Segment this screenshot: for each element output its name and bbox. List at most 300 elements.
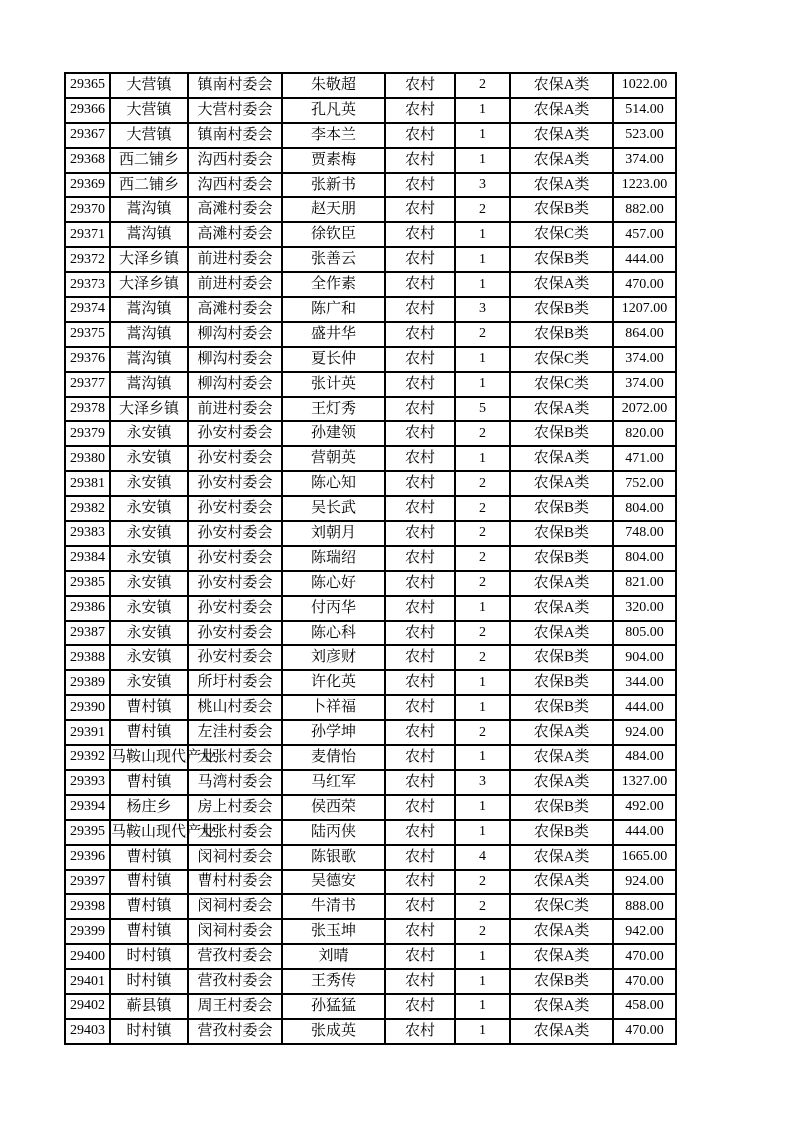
- cell-town: 蒿沟镇: [110, 372, 188, 397]
- cell-village-committee: 柳沟村委会: [188, 347, 282, 372]
- cell-town: 曹村镇: [110, 695, 188, 720]
- cell-name: 贾素梅: [282, 148, 385, 173]
- cell-record-no: 29368: [65, 148, 110, 173]
- cell-town: 蒿沟镇: [110, 297, 188, 322]
- cell-insurance-class: 农保A类: [510, 845, 613, 870]
- cell-name: 侯西荣: [282, 795, 385, 820]
- cell-record-no: 29375: [65, 322, 110, 347]
- cell-category: 农村: [385, 820, 455, 845]
- table-row: [65, 621, 676, 646]
- cell-insurance-class: 农保B类: [510, 645, 613, 670]
- cell-name: 王秀传: [282, 969, 385, 994]
- cell-village-committee: 孙安村委会: [188, 645, 282, 670]
- cell-insurance-class: 农保B类: [510, 521, 613, 546]
- cell-category: 农村: [385, 421, 455, 446]
- cell-insurance-class: 农保B类: [510, 297, 613, 322]
- cell-town: 蕲县镇: [110, 994, 188, 1019]
- cell-person-count: 2: [455, 471, 510, 496]
- cell-amount: 457.00: [613, 222, 676, 247]
- cell-village-committee: 高滩村委会: [188, 197, 282, 222]
- table-row: [65, 919, 676, 944]
- cell-amount: 523.00: [613, 123, 676, 148]
- cell-village-committee: 大张村委会: [188, 820, 282, 845]
- cell-amount: 2072.00: [613, 397, 676, 422]
- cell-record-no: 29395: [65, 820, 110, 845]
- cell-amount: 924.00: [613, 720, 676, 745]
- cell-village-committee: 柳沟村委会: [188, 322, 282, 347]
- cell-category: 农村: [385, 148, 455, 173]
- table-row: [65, 969, 676, 994]
- cell-village-committee: 房上村委会: [188, 795, 282, 820]
- cell-insurance-class: 农保A类: [510, 745, 613, 770]
- cell-category: 农村: [385, 845, 455, 870]
- table-row: [65, 770, 676, 795]
- table-body: [65, 73, 676, 1044]
- cell-person-count: 1: [455, 670, 510, 695]
- cell-amount: 888.00: [613, 894, 676, 919]
- cell-amount: 484.00: [613, 745, 676, 770]
- cell-record-no: 29377: [65, 372, 110, 397]
- cell-category: 农村: [385, 222, 455, 247]
- table-row: [65, 546, 676, 571]
- cell-amount: 1665.00: [613, 845, 676, 870]
- cell-record-no: 29388: [65, 645, 110, 670]
- cell-amount: 492.00: [613, 795, 676, 820]
- cell-name: 吴长武: [282, 496, 385, 521]
- table-row: [65, 272, 676, 297]
- cell-category: 农村: [385, 645, 455, 670]
- cell-person-count: 2: [455, 919, 510, 944]
- cell-person-count: 1: [455, 944, 510, 969]
- cell-amount: 374.00: [613, 148, 676, 173]
- cell-record-no: 29396: [65, 845, 110, 870]
- cell-category: 农村: [385, 795, 455, 820]
- cell-insurance-class: 农保C类: [510, 222, 613, 247]
- cell-name: 刘彦财: [282, 645, 385, 670]
- cell-insurance-class: 农保A类: [510, 471, 613, 496]
- cell-record-no: 29379: [65, 421, 110, 446]
- cell-town: 西二铺乡: [110, 148, 188, 173]
- table-row: [65, 98, 676, 123]
- table-row: [65, 247, 676, 272]
- cell-record-no: 29402: [65, 994, 110, 1019]
- rural-insurance-roster-table: [64, 72, 677, 1045]
- cell-amount: 904.00: [613, 645, 676, 670]
- cell-record-no: 29376: [65, 347, 110, 372]
- cell-insurance-class: 农保A类: [510, 994, 613, 1019]
- cell-amount: 470.00: [613, 272, 676, 297]
- cell-amount: 748.00: [613, 521, 676, 546]
- cell-insurance-class: 农保A类: [510, 596, 613, 621]
- table-row: [65, 322, 676, 347]
- cell-village-committee: 营孜村委会: [188, 944, 282, 969]
- cell-category: 农村: [385, 496, 455, 521]
- cell-record-no: 29370: [65, 197, 110, 222]
- cell-name: 盛井华: [282, 322, 385, 347]
- cell-category: 农村: [385, 994, 455, 1019]
- cell-record-no: 29386: [65, 596, 110, 621]
- cell-record-no: 29382: [65, 496, 110, 521]
- cell-person-count: 2: [455, 621, 510, 646]
- cell-village-committee: 左洼村委会: [188, 720, 282, 745]
- cell-insurance-class: 农保B类: [510, 820, 613, 845]
- cell-insurance-class: 农保B类: [510, 795, 613, 820]
- cell-name: 陈心知: [282, 471, 385, 496]
- cell-category: 农村: [385, 247, 455, 272]
- cell-town: 蒿沟镇: [110, 322, 188, 347]
- cell-insurance-class: 农保A类: [510, 397, 613, 422]
- cell-name: 陆丙侠: [282, 820, 385, 845]
- cell-category: 农村: [385, 596, 455, 621]
- cell-category: 农村: [385, 1019, 455, 1044]
- cell-insurance-class: 农保A类: [510, 446, 613, 471]
- table-row: [65, 73, 676, 98]
- cell-town: 曹村镇: [110, 845, 188, 870]
- cell-village-committee: 营孜村委会: [188, 969, 282, 994]
- cell-person-count: 1: [455, 820, 510, 845]
- cell-village-committee: 曹村村委会: [188, 870, 282, 895]
- cell-town: 永安镇: [110, 546, 188, 571]
- cell-name: 卜祥福: [282, 695, 385, 720]
- cell-record-no: 29399: [65, 919, 110, 944]
- cell-name: 陈心科: [282, 621, 385, 646]
- cell-village-committee: 孙安村委会: [188, 446, 282, 471]
- cell-category: 农村: [385, 720, 455, 745]
- table-row: [65, 421, 676, 446]
- cell-person-count: 2: [455, 521, 510, 546]
- cell-town: 曹村镇: [110, 720, 188, 745]
- cell-category: 农村: [385, 272, 455, 297]
- cell-amount: 1207.00: [613, 297, 676, 322]
- cell-record-no: 29372: [65, 247, 110, 272]
- cell-town: 大泽乡镇: [110, 247, 188, 272]
- table-row: [65, 795, 676, 820]
- cell-town: 时村镇: [110, 969, 188, 994]
- table-row: [65, 645, 676, 670]
- table-row: [65, 148, 676, 173]
- cell-insurance-class: 农保A类: [510, 919, 613, 944]
- cell-town: 蒿沟镇: [110, 347, 188, 372]
- cell-category: 农村: [385, 546, 455, 571]
- cell-name: 付丙华: [282, 596, 385, 621]
- cell-insurance-class: 农保B类: [510, 421, 613, 446]
- cell-insurance-class: 农保B类: [510, 322, 613, 347]
- cell-amount: 470.00: [613, 969, 676, 994]
- cell-name: 营朝英: [282, 446, 385, 471]
- cell-amount: 1327.00: [613, 770, 676, 795]
- cell-record-no: 29397: [65, 870, 110, 895]
- cell-name: 张善云: [282, 247, 385, 272]
- table-row: [65, 297, 676, 322]
- cell-amount: 820.00: [613, 421, 676, 446]
- cell-town: 马鞍山现代产业: [110, 820, 188, 845]
- table-row: [65, 944, 676, 969]
- cell-insurance-class: 农保A类: [510, 123, 613, 148]
- cell-person-count: 1: [455, 372, 510, 397]
- cell-person-count: 3: [455, 770, 510, 795]
- cell-village-committee: 高滩村委会: [188, 297, 282, 322]
- cell-insurance-class: 农保B类: [510, 496, 613, 521]
- cell-person-count: 1: [455, 596, 510, 621]
- cell-village-committee: 孙安村委会: [188, 596, 282, 621]
- cell-category: 农村: [385, 471, 455, 496]
- cell-record-no: 29385: [65, 571, 110, 596]
- table-row: [65, 347, 676, 372]
- cell-name: 赵天朋: [282, 197, 385, 222]
- cell-insurance-class: 农保C类: [510, 372, 613, 397]
- cell-town: 西二铺乡: [110, 173, 188, 198]
- cell-category: 农村: [385, 695, 455, 720]
- cell-village-committee: 营孜村委会: [188, 1019, 282, 1044]
- cell-village-committee: 所圩村委会: [188, 670, 282, 695]
- cell-village-committee: 大营村委会: [188, 98, 282, 123]
- cell-person-count: 3: [455, 297, 510, 322]
- cell-record-no: 29390: [65, 695, 110, 720]
- cell-amount: 1223.00: [613, 173, 676, 198]
- cell-insurance-class: 农保A类: [510, 870, 613, 895]
- cell-name: 孙猛猛: [282, 994, 385, 1019]
- cell-insurance-class: 农保A类: [510, 944, 613, 969]
- cell-name: 刘晴: [282, 944, 385, 969]
- cell-amount: 444.00: [613, 247, 676, 272]
- cell-amount: 374.00: [613, 347, 676, 372]
- cell-person-count: 1: [455, 446, 510, 471]
- cell-person-count: 2: [455, 571, 510, 596]
- cell-amount: 470.00: [613, 1019, 676, 1044]
- table-row: [65, 471, 676, 496]
- cell-amount: 374.00: [613, 372, 676, 397]
- cell-amount: 805.00: [613, 621, 676, 646]
- table-row: [65, 670, 676, 695]
- cell-insurance-class: 农保A类: [510, 621, 613, 646]
- cell-village-committee: 前进村委会: [188, 272, 282, 297]
- cell-category: 农村: [385, 98, 455, 123]
- cell-town: 永安镇: [110, 670, 188, 695]
- cell-amount: 821.00: [613, 571, 676, 596]
- cell-record-no: 29393: [65, 770, 110, 795]
- cell-record-no: 29398: [65, 894, 110, 919]
- cell-record-no: 29369: [65, 173, 110, 198]
- cell-village-committee: 孙安村委会: [188, 546, 282, 571]
- cell-amount: 458.00: [613, 994, 676, 1019]
- cell-name: 徐钦臣: [282, 222, 385, 247]
- cell-village-committee: 镇南村委会: [188, 123, 282, 148]
- cell-insurance-class: 农保C类: [510, 347, 613, 372]
- cell-category: 农村: [385, 571, 455, 596]
- cell-town: 永安镇: [110, 521, 188, 546]
- cell-name: 张成英: [282, 1019, 385, 1044]
- cell-record-no: 29391: [65, 720, 110, 745]
- cell-person-count: 2: [455, 73, 510, 98]
- cell-name: 张新书: [282, 173, 385, 198]
- cell-record-no: 29400: [65, 944, 110, 969]
- cell-village-committee: 大张村委会: [188, 745, 282, 770]
- cell-town: 永安镇: [110, 621, 188, 646]
- cell-town: 大泽乡镇: [110, 272, 188, 297]
- cell-name: 陈心好: [282, 571, 385, 596]
- cell-person-count: 1: [455, 98, 510, 123]
- cell-village-committee: 孙安村委会: [188, 496, 282, 521]
- cell-town: 永安镇: [110, 421, 188, 446]
- cell-category: 农村: [385, 372, 455, 397]
- cell-village-committee: 桃山村委会: [188, 695, 282, 720]
- cell-town: 蒿沟镇: [110, 222, 188, 247]
- cell-person-count: 1: [455, 745, 510, 770]
- cell-name: 朱敬超: [282, 73, 385, 98]
- cell-amount: 882.00: [613, 197, 676, 222]
- cell-record-no: 29389: [65, 670, 110, 695]
- cell-amount: 320.00: [613, 596, 676, 621]
- cell-name: 全作素: [282, 272, 385, 297]
- cell-village-committee: 前进村委会: [188, 397, 282, 422]
- cell-village-committee: 闵祠村委会: [188, 919, 282, 944]
- cell-name: 张玉坤: [282, 919, 385, 944]
- table-row: [65, 994, 676, 1019]
- cell-name: 夏长仲: [282, 347, 385, 372]
- table-row: [65, 397, 676, 422]
- cell-insurance-class: 农保B类: [510, 670, 613, 695]
- cell-village-committee: 沟西村委会: [188, 148, 282, 173]
- cell-town: 时村镇: [110, 944, 188, 969]
- cell-village-committee: 柳沟村委会: [188, 372, 282, 397]
- cell-person-count: 1: [455, 1019, 510, 1044]
- cell-insurance-class: 农保B类: [510, 969, 613, 994]
- cell-name: 陈广和: [282, 297, 385, 322]
- cell-village-committee: 孙安村委会: [188, 571, 282, 596]
- cell-person-count: 1: [455, 795, 510, 820]
- cell-record-no: 29380: [65, 446, 110, 471]
- cell-town: 蒿沟镇: [110, 197, 188, 222]
- table-row: [65, 123, 676, 148]
- cell-record-no: 29394: [65, 795, 110, 820]
- cell-village-committee: 高滩村委会: [188, 222, 282, 247]
- cell-town: 永安镇: [110, 645, 188, 670]
- table-row: [65, 222, 676, 247]
- cell-amount: 804.00: [613, 496, 676, 521]
- cell-person-count: 1: [455, 994, 510, 1019]
- table-row: [65, 496, 676, 521]
- cell-record-no: 29365: [65, 73, 110, 98]
- cell-name: 牛清书: [282, 894, 385, 919]
- table-row: [65, 845, 676, 870]
- cell-person-count: 1: [455, 272, 510, 297]
- cell-insurance-class: 农保B类: [510, 197, 613, 222]
- cell-village-committee: 孙安村委会: [188, 621, 282, 646]
- cell-person-count: 2: [455, 546, 510, 571]
- cell-name: 许化英: [282, 670, 385, 695]
- cell-amount: 804.00: [613, 546, 676, 571]
- cell-village-committee: 前进村委会: [188, 247, 282, 272]
- cell-village-committee: 孙安村委会: [188, 421, 282, 446]
- cell-person-count: 2: [455, 496, 510, 521]
- table-row: [65, 745, 676, 770]
- cell-name: 孙学坤: [282, 720, 385, 745]
- cell-town: 大营镇: [110, 73, 188, 98]
- cell-amount: 924.00: [613, 870, 676, 895]
- cell-village-committee: 闵祠村委会: [188, 845, 282, 870]
- cell-person-count: 2: [455, 645, 510, 670]
- cell-amount: 444.00: [613, 820, 676, 845]
- cell-category: 农村: [385, 770, 455, 795]
- cell-record-no: 29374: [65, 297, 110, 322]
- cell-record-no: 29381: [65, 471, 110, 496]
- cell-name: 马红军: [282, 770, 385, 795]
- cell-amount: 471.00: [613, 446, 676, 471]
- cell-category: 农村: [385, 297, 455, 322]
- cell-insurance-class: 农保A类: [510, 73, 613, 98]
- cell-amount: 470.00: [613, 944, 676, 969]
- cell-town: 曹村镇: [110, 894, 188, 919]
- cell-record-no: 29373: [65, 272, 110, 297]
- cell-insurance-class: 农保A类: [510, 720, 613, 745]
- cell-record-no: 29378: [65, 397, 110, 422]
- cell-category: 农村: [385, 944, 455, 969]
- cell-person-count: 3: [455, 173, 510, 198]
- table-row: [65, 695, 676, 720]
- cell-name: 刘朝月: [282, 521, 385, 546]
- table-row: [65, 197, 676, 222]
- cell-category: 农村: [385, 347, 455, 372]
- cell-person-count: 4: [455, 845, 510, 870]
- cell-category: 农村: [385, 969, 455, 994]
- cell-person-count: 2: [455, 870, 510, 895]
- cell-insurance-class: 农保A类: [510, 571, 613, 596]
- cell-person-count: 2: [455, 894, 510, 919]
- cell-town: 马鞍山现代产业: [110, 745, 188, 770]
- cell-category: 农村: [385, 173, 455, 198]
- cell-insurance-class: 农保C类: [510, 894, 613, 919]
- table-row: [65, 571, 676, 596]
- cell-record-no: 29384: [65, 546, 110, 571]
- cell-person-count: 2: [455, 197, 510, 222]
- cell-person-count: 1: [455, 695, 510, 720]
- cell-record-no: 29366: [65, 98, 110, 123]
- table-row: [65, 446, 676, 471]
- cell-town: 大营镇: [110, 123, 188, 148]
- cell-village-committee: 马湾村委会: [188, 770, 282, 795]
- cell-category: 农村: [385, 322, 455, 347]
- cell-amount: 1022.00: [613, 73, 676, 98]
- table-row: [65, 894, 676, 919]
- cell-category: 农村: [385, 521, 455, 546]
- cell-category: 农村: [385, 670, 455, 695]
- cell-category: 农村: [385, 894, 455, 919]
- cell-person-count: 2: [455, 421, 510, 446]
- cell-person-count: 1: [455, 247, 510, 272]
- table-row: [65, 720, 676, 745]
- cell-person-count: 1: [455, 969, 510, 994]
- cell-amount: 942.00: [613, 919, 676, 944]
- cell-town: 大泽乡镇: [110, 397, 188, 422]
- cell-town: 杨庄乡: [110, 795, 188, 820]
- cell-town: 永安镇: [110, 471, 188, 496]
- cell-record-no: 29367: [65, 123, 110, 148]
- cell-person-count: 1: [455, 148, 510, 173]
- cell-category: 农村: [385, 870, 455, 895]
- table-row: [65, 596, 676, 621]
- cell-village-committee: 孙安村委会: [188, 521, 282, 546]
- cell-name: 张计英: [282, 372, 385, 397]
- table-row: [65, 372, 676, 397]
- cell-town: 永安镇: [110, 571, 188, 596]
- cell-town: 曹村镇: [110, 770, 188, 795]
- table-row: [65, 1019, 676, 1044]
- cell-town: 大营镇: [110, 98, 188, 123]
- cell-category: 农村: [385, 73, 455, 98]
- cell-village-committee: 周王村委会: [188, 994, 282, 1019]
- cell-town: 曹村镇: [110, 919, 188, 944]
- cell-insurance-class: 农保A类: [510, 148, 613, 173]
